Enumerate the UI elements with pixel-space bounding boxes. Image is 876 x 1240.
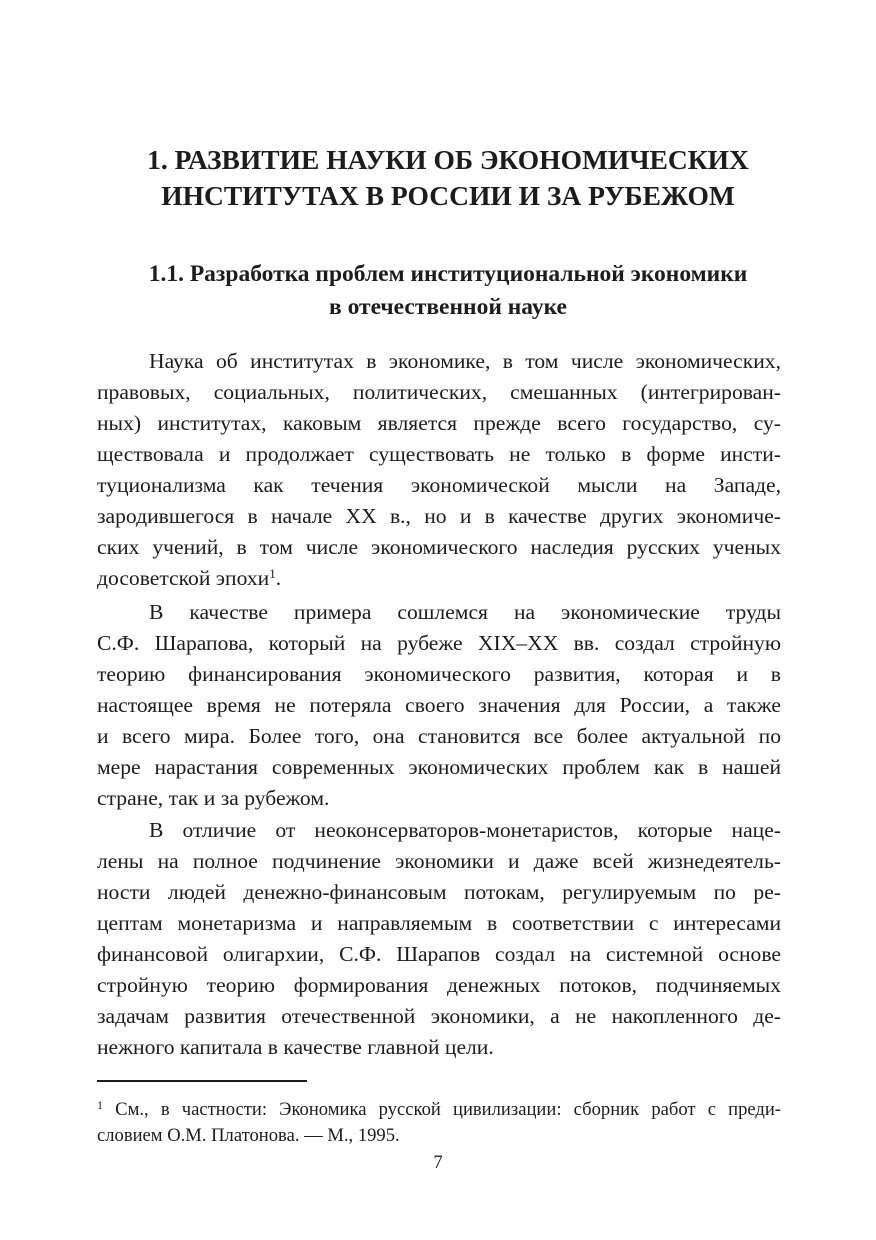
footnote-line	[97, 1097, 781, 1123]
text-line-punctuation: .	[275, 566, 282, 590]
chapter-title	[80, 142, 816, 214]
text-line: задачам развития отечественной экономики, а не накопленного де-	[97, 1004, 781, 1028]
footnote	[97, 1097, 781, 1149]
text-line: правовых, социальных, политических, смешанных (интегрирован-	[97, 380, 781, 404]
text-line: туционализма как течения экономической мысли на Западе,	[97, 473, 781, 497]
text-line: ществовала и продолжает существовать не только в форме инсти-	[97, 442, 781, 466]
text-line: нежного капитала в качестве главной цели.	[97, 1035, 494, 1059]
paragraph-1	[97, 346, 781, 594]
footnote-reference: 1	[269, 566, 276, 581]
text-line: стране, так и за рубежом.	[97, 786, 330, 810]
text-line: Наука об институтах в экономике, в том числе экономических,	[149, 349, 781, 373]
text-line: ных) институтах, каковым является прежде всего государство, су-	[97, 411, 781, 435]
chapter-title-line-1: 1. РАЗВИТИЕ НАУКИ ОБ ЭКОНОМИЧЕСКИХ	[147, 144, 749, 175]
text-line: финансовой олигархии, С.Ф. Шарапов создал на системной основе	[97, 942, 781, 966]
page-number: 7	[433, 1152, 443, 1173]
section-title-line-1: 1.1. Разработка проблем институциональной экономики	[148, 261, 748, 287]
text-line: цептам монетаризма и направляемым в соответствии с интересами	[97, 911, 781, 935]
section-title	[80, 258, 816, 324]
text-line: зародившегося в начале XX в., но и в качестве других экономиче-	[97, 504, 781, 528]
text-line: стройную теорию формирования денежных потоков, подчиняемых	[97, 973, 781, 997]
footnote-marker: 1	[97, 1098, 103, 1112]
text-line-content: досоветской эпохи	[97, 566, 270, 590]
footnote-text: См., в частности: Экономика русской цивилизации: сборник работ с преди-	[103, 1099, 781, 1120]
footnote-line: словием О.М. Платонова. — М., 1995.	[97, 1125, 400, 1146]
text-line: С.Ф. Шарапова, который на рубеже XIX–XX вв. создал стройную	[97, 631, 781, 655]
text-line: ности людей денежно-финансовым потокам, регулируемым по ре-	[97, 880, 781, 904]
text-line	[97, 563, 781, 594]
chapter-title-line-2: ИНСТИТУТАХ В РОССИИ И ЗА РУБЕЖОМ	[161, 180, 735, 211]
text-line: теорию финансирования экономического развития, которая и в	[97, 662, 781, 686]
text-line: настоящее время не потеряла своего значения для России, а также	[97, 693, 781, 717]
paragraph-2	[97, 597, 781, 814]
text-line: мере нарастания современных экономических проблем как в нашей	[97, 755, 781, 779]
paragraph-3	[97, 815, 781, 1063]
text-line: В отличие от неоконсерваторов-монетаристов, которые наце-	[149, 818, 781, 842]
text-line: В качестве примера сошлемся на экономические труды	[149, 600, 781, 624]
section-title-line-2: в отечественной науке	[329, 294, 567, 320]
text-line: лены на полное подчинение экономики и даже всей жизнедеятель-	[97, 849, 781, 873]
text-line: ских учений, в том числе экономического наследия русских ученых	[97, 535, 781, 559]
footnote-divider	[97, 1080, 307, 1082]
text-line: и всего мира. Более того, она становится все более актуальной по	[97, 724, 781, 748]
